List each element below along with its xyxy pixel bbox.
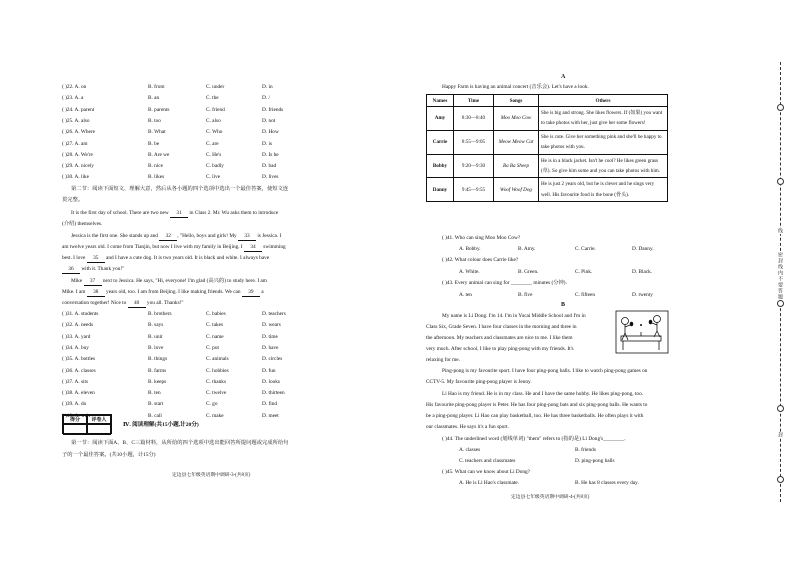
- question-option-a[interactable]: ( )39. A. do: [62, 401, 87, 408]
- question-option-a[interactable]: ( )22. A. on: [62, 84, 87, 90]
- question-option-a[interactable]: ( )25. A. also: [62, 117, 90, 124]
- question-option-d[interactable]: D. looks: [262, 378, 280, 385]
- cell-others: He is just 2 years old, but he is clever and he sings very well. His favourite food is the bone (骨头).: [539, 178, 668, 202]
- binding-hole-icon: [777, 405, 784, 412]
- ping-pong-illustration: [615, 310, 669, 354]
- question-option-c[interactable]: C. twelve: [206, 390, 227, 397]
- section-a-intro: Happy Farm is having an animal concert (音乐会). Let's have a look.: [442, 84, 589, 90]
- q44-option-b[interactable]: B. friends: [575, 447, 596, 453]
- question-option-c[interactable]: C. hobbies: [206, 367, 229, 374]
- passage-line: best. I love 35 and I have a cute dog. It is two years old. It is black and white. I always have: [62, 255, 270, 261]
- page-footer: 定边县七年级英语期中调研-4-(共8页): [511, 495, 590, 500]
- col-header: Songs: [494, 95, 539, 107]
- question-option-c[interactable]: C. under: [206, 84, 225, 90]
- question-option-d[interactable]: D. wears: [262, 322, 281, 329]
- question-option-b[interactable]: B. farms: [148, 367, 167, 374]
- question-option-b[interactable]: B. start: [148, 401, 164, 408]
- q42-option-d[interactable]: D. Black.: [632, 269, 653, 275]
- passage-b-line: be a ping-pong player. Li Hao can play basketball, too. He has three basketballs. He often plays it with: [426, 413, 644, 419]
- question-option-d[interactable]: D. have: [262, 344, 279, 351]
- question-option-d[interactable]: D. in: [262, 84, 273, 90]
- section-a-title: A: [561, 74, 566, 80]
- seal-notice: 密封线内不要答题: [777, 252, 782, 300]
- question-option-b[interactable]: B. be: [148, 140, 160, 147]
- concert-table: [426, 94, 668, 202]
- passage-line: Mike 37 next to Jessica. He says, "Hi, everyone! I'm glad (高兴的) to study here. I am: [71, 278, 267, 284]
- question-option-a[interactable]: ( )27. A. am: [62, 140, 88, 147]
- question-option-c[interactable]: C. badly: [206, 163, 224, 170]
- q44-option-c[interactable]: C. teachers and classmates: [459, 458, 516, 464]
- question-option-a[interactable]: ( )38. A. eleven: [62, 390, 95, 397]
- blank-37[interactable]: 37: [84, 278, 102, 286]
- question-option-d[interactable]: D. find: [262, 401, 278, 408]
- question-option-c[interactable]: C. He's: [206, 151, 222, 158]
- table-header-row: [427, 95, 668, 107]
- question-option-d[interactable]: D. circles: [262, 356, 283, 363]
- cell-song: Ba Ba Sheep: [494, 154, 539, 178]
- cell-others: She is big and strong. She likes flowers. If (如果) you want to take photos with her, just give her some flowers!: [539, 107, 668, 131]
- q41-option-b[interactable]: B. Amy.: [518, 246, 536, 252]
- q41-option-a[interactable]: A. Bobby.: [459, 246, 481, 252]
- col-header: Names: [427, 95, 454, 107]
- q41-option-d[interactable]: D. Danny.: [632, 246, 654, 252]
- question-option-a[interactable]: ( )23. A. a: [62, 95, 84, 102]
- passage-b-line: Ping-pong is my favourite sport. I have four ping-pong balls. I like to watch ping-pong games on: [442, 368, 648, 374]
- question-option-d[interactable]: D. friends: [262, 106, 284, 113]
- blank-39[interactable]: 39: [242, 289, 260, 297]
- question-option-a[interactable]: ( )33. A. yard: [62, 333, 91, 340]
- q43-option-d[interactable]: D. twenty: [632, 292, 653, 298]
- cell-time: 9:20—9:30: [454, 154, 494, 178]
- passage-line: (介绍) themselves.: [62, 221, 103, 227]
- passage-line: conversation together! Nice to 40 you all. Thanks!": [62, 300, 184, 306]
- section2-instruction-line2: 贯完整。: [62, 197, 84, 203]
- section4-instruction-line2: 子的一个最佳答案。(共10小题，计15分): [62, 452, 156, 458]
- cell-song: Meow Meow Cat: [494, 130, 539, 154]
- question-option-b[interactable]: B. Are we: [148, 151, 170, 158]
- binding-hole-icon: [777, 178, 784, 185]
- passage-line: am twelve years old. I come from Tianjin, but now I live with my family in Beijing. I 34 swimming: [62, 244, 286, 250]
- question-option-d[interactable]: D. lives: [262, 174, 279, 181]
- passage-b-line: very much. After school, I like to play ping-pong with my friends. It's: [426, 346, 574, 352]
- question-option-d[interactable]: D. How: [262, 129, 279, 136]
- table-row: [427, 107, 668, 131]
- question-option-b[interactable]: B. nice: [148, 163, 164, 170]
- passage-b-line: Li Hao is my friend. He is in my class. He and I have the same hobby. He likes ping-pong, too.: [442, 391, 644, 397]
- question-option-a[interactable]: ( )32. A. needs: [62, 322, 94, 329]
- question-option-c[interactable]: C. Who: [206, 129, 223, 136]
- question-option-c[interactable]: C. also: [206, 117, 221, 124]
- seal-label-bottom: 封: [777, 432, 782, 438]
- binding-hole-icon: [777, 104, 784, 111]
- q42-option-c[interactable]: C. Pink.: [575, 269, 593, 275]
- q42-option-a[interactable]: A. White.: [459, 269, 480, 275]
- question-option-b[interactable]: B. brothers: [148, 311, 172, 317]
- passage-b-line: His favourite ping-pong player is Peter. He has four ping-pong bats and six ping-pong balls. He wants to: [426, 402, 648, 408]
- question-option-b[interactable]: B. love: [148, 344, 164, 351]
- question-option-d[interactable]: D. meet: [262, 412, 279, 419]
- question-option-d[interactable]: D. fun: [262, 367, 276, 374]
- cell-name: Carrie: [427, 130, 454, 154]
- question-option-c[interactable]: C. thanks: [206, 378, 227, 385]
- section-b-title: B: [561, 302, 566, 308]
- col-header: Time: [454, 95, 494, 107]
- passage-line: Jessica is the first one. She stands up and 32 , "Hello, boys and girls! My 33 is Jessica. I: [71, 233, 282, 239]
- passage-b-line: My name is Li Dong. I'm 14. I'm in Yucai Middle School and I'm in: [442, 313, 586, 319]
- cell-song: Woof Woof Dog: [494, 178, 539, 202]
- question-option-c[interactable]: C. live: [206, 174, 221, 181]
- question-option-d[interactable]: D. Is he: [262, 151, 279, 158]
- question-option-d[interactable]: D. /: [262, 95, 270, 102]
- cell-name: Bobby: [427, 154, 454, 178]
- passage-b-line: the afternoon. My teachers and classmates are nice to me. I like them: [426, 335, 573, 341]
- cell-others: He is in a black jacket. Isn't he cool? He likes green grass (草). So give him some and you can take photos with him.: [539, 154, 668, 178]
- q45-option-a[interactable]: A. He is Li Hao's classmate.: [459, 480, 519, 486]
- blank-31[interactable]: 31: [170, 210, 188, 218]
- question-option-d[interactable]: D. thirteen: [262, 390, 285, 397]
- table-row: [427, 178, 668, 202]
- question-option-d[interactable]: D. teachers: [262, 311, 286, 317]
- q43-option-b[interactable]: B. five: [518, 292, 533, 298]
- question-option-c[interactable]: C. friend: [206, 106, 225, 113]
- section4-title: Ⅳ. 阅读理解(共15小题,计20分): [123, 422, 199, 428]
- question-option-a[interactable]: ( )36. A. classes: [62, 367, 96, 374]
- question-option-d[interactable]: D. time: [262, 333, 278, 340]
- question-option-a[interactable]: ( )37. A. sits: [62, 378, 89, 385]
- question-option-c[interactable]: C. the: [206, 95, 219, 102]
- question-option-a[interactable]: ( )40. A. wait: [62, 412, 91, 419]
- question-option-c[interactable]: C. takes: [206, 322, 224, 329]
- question-option-a[interactable]: ( )28. A. We're: [62, 151, 93, 158]
- question-option-c[interactable]: C. name: [206, 333, 224, 340]
- binding-hole-icon: [777, 476, 784, 483]
- question-option-a[interactable]: ( )29. A. nicely: [62, 163, 94, 170]
- passage-b-line: our classmates. He says it's a fun sport.: [426, 424, 509, 430]
- question-42-stem: ( )42. What colour does Carrie like?: [442, 257, 519, 263]
- question-41-stem: ( )41. Who can sing Moo Moo Cow?: [442, 235, 521, 241]
- q44-option-d[interactable]: D. ping-pong balls: [575, 458, 615, 464]
- cell-others: She is cute. Give her something pink and she'll be happy to take photos with you.: [539, 130, 668, 154]
- grader-cell[interactable]: [87, 424, 111, 435]
- section2-instruction-line1: 第二节：阅读下面短文，理解大意，然后从各小题的四个选项中选出一个最佳答案，使短文连: [71, 186, 289, 192]
- passage-line: 36 with it. Thank you!": [62, 266, 124, 274]
- question-option-b[interactable]: B. from: [148, 84, 165, 90]
- question-option-b[interactable]: B. things: [148, 356, 168, 363]
- question-option-a[interactable]: ( )26. A. Where: [62, 129, 95, 136]
- q42-option-b[interactable]: B. Green.: [518, 269, 539, 275]
- cell-song: Moo Moo Cow: [494, 107, 539, 131]
- q43-option-c[interactable]: C. fifteen: [575, 292, 596, 298]
- question-option-b[interactable]: B. unit: [148, 333, 163, 340]
- question-option-b[interactable]: B. an: [148, 95, 160, 102]
- question-option-b[interactable]: B. likes: [148, 174, 165, 181]
- table-row: [427, 130, 668, 154]
- grader-label: 评卷人: [87, 415, 111, 424]
- question-option-b[interactable]: B. says: [148, 322, 164, 329]
- section4-instruction-line1: 第一节：阅读下面A、B、C三篇材料，从所给的四个选项中选出能回答所提问题或完成所给句: [71, 440, 289, 446]
- question-44-stem: ( )44. The underlined word (划线单词) "them" refers to (指的是) Li Dong's________.: [442, 436, 626, 442]
- cell-time: 9:45—9:55: [454, 178, 494, 202]
- blank-40[interactable]: 40: [128, 300, 146, 308]
- question-option-b[interactable]: B. ten: [148, 390, 161, 397]
- q43-option-a[interactable]: A. ten: [459, 292, 472, 298]
- question-option-a[interactable]: ( )24. A. parent: [62, 106, 95, 113]
- cell-time: 8:55—9:05: [454, 130, 494, 154]
- q44-option-a[interactable]: A. classes: [459, 447, 481, 453]
- score-cell[interactable]: [63, 424, 87, 435]
- cell-time: 8:30—8:40: [454, 107, 494, 131]
- question-option-a[interactable]: ( )34. A. buy: [62, 344, 89, 351]
- cell-name: Amy: [427, 107, 454, 131]
- binding-hole-icon: [777, 300, 784, 307]
- question-option-b[interactable]: B. parents: [148, 106, 170, 113]
- question-option-c[interactable]: C. put: [206, 344, 219, 351]
- question-option-d[interactable]: D. bad: [262, 163, 277, 170]
- question-option-c[interactable]: C. go: [206, 401, 218, 408]
- question-option-a[interactable]: ( )31. A. students: [62, 311, 99, 317]
- blank-38[interactable]: 38: [87, 289, 105, 297]
- right-page: [397, 0, 794, 561]
- question-option-c[interactable]: C. are: [206, 140, 219, 147]
- table-row: [427, 154, 668, 178]
- q45-option-b[interactable]: B. He has 8 classes every day.: [575, 480, 639, 486]
- question-option-d[interactable]: D. is: [262, 140, 273, 147]
- passage-b-line: relaxing for me.: [426, 357, 460, 363]
- question-option-c[interactable]: C. babies: [206, 311, 226, 317]
- blank-35[interactable]: 35: [87, 255, 105, 263]
- passage-line: It is the first day of school. There are two new 31 in Class 2. Mr. Wu asks them to introduce: [71, 210, 279, 216]
- blank-32[interactable]: 32: [159, 233, 177, 241]
- passage-b-line: CCTV-5. My favourite ping-pong player is Jenny.: [426, 379, 532, 385]
- page-footer: 定边县七年级英语期中调研-3-(共8页): [172, 473, 251, 478]
- score-label: 得分: [63, 415, 87, 424]
- score-box: [62, 414, 112, 434]
- passage-line: Mike. I am 38 years old, too. I am from Beijing. I like making friends. We can 39 a: [62, 289, 264, 295]
- question-option-c[interactable]: C. make: [206, 412, 224, 419]
- blank-36[interactable]: 36: [62, 266, 80, 274]
- cell-name: Danny: [427, 178, 454, 202]
- q41-option-c[interactable]: C. Carrie.: [575, 246, 596, 252]
- question-option-a[interactable]: ( )35. A. bottles: [62, 356, 96, 363]
- blank-33[interactable]: 33: [238, 233, 256, 241]
- question-option-b[interactable]: B. What: [148, 129, 166, 136]
- binding-margin: [768, 0, 794, 561]
- blank-34[interactable]: 34: [244, 244, 262, 252]
- question-option-b[interactable]: B. too: [148, 117, 161, 124]
- col-header: Others: [539, 95, 668, 107]
- passage-b-line: Class Six, Grade Seven. I have four classes in the morning and three in: [426, 324, 577, 330]
- question-45-stem: ( )45. What can we know about Li Dong?: [442, 469, 531, 475]
- question-option-d[interactable]: D. not: [262, 117, 276, 124]
- seal-label-top: 线: [777, 228, 782, 234]
- question-43-stem: ( )43. Every animal can sing for ________ minutes (分钟).: [442, 280, 567, 286]
- question-option-b[interactable]: B. keeps: [148, 378, 167, 385]
- question-option-c[interactable]: C. animals: [206, 356, 229, 363]
- question-option-a[interactable]: ( )30. A. like: [62, 174, 89, 181]
- question-option-b[interactable]: B. call: [148, 412, 162, 419]
